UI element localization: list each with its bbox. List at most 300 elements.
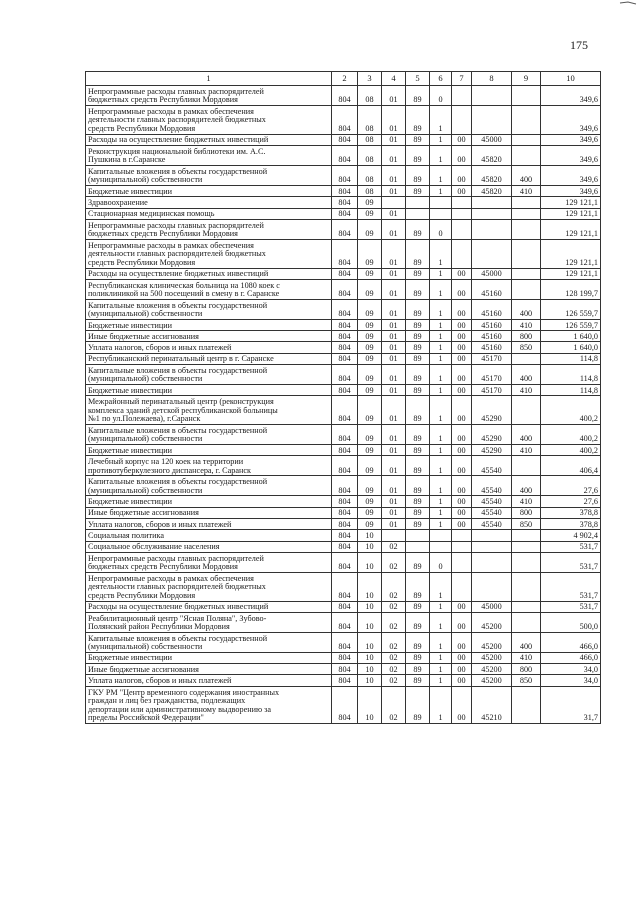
table-row	[86, 476, 601, 496]
code-subsection: 02	[382, 541, 406, 552]
row-name: Капитальные вложения в объекты государственной (муниципальной) собственности	[86, 632, 332, 652]
amount: 114,8	[541, 365, 601, 385]
code-item: 45290	[472, 425, 512, 445]
amount: 378,8	[541, 507, 601, 518]
table-row	[86, 365, 601, 385]
row-name: Межрайонный перинатальный центр (реконструкция комплекса зданий детской республиканской больницы №1 по ул.Полежаева), г.Саранск	[86, 396, 332, 425]
code-item: 45160	[472, 319, 512, 330]
table-row	[86, 208, 601, 219]
code-expense-type: 410	[512, 319, 541, 330]
code-subsection: 02	[382, 612, 406, 632]
code-expense-type: 850	[512, 342, 541, 353]
code-subprogram: 1	[430, 331, 452, 342]
table-row	[86, 396, 601, 425]
code-subsection: 01	[382, 507, 406, 518]
code-direction: 00	[452, 601, 472, 612]
code-expense-type: 850	[512, 518, 541, 529]
code-section: 10	[358, 552, 382, 572]
table-row	[86, 541, 601, 552]
code-direction: 00	[452, 456, 472, 476]
code-subprogram	[430, 208, 452, 219]
code-section: 10	[358, 686, 382, 723]
code-program: 89	[406, 496, 430, 507]
code-section: 09	[358, 456, 382, 476]
code-direction: 00	[452, 279, 472, 299]
table-row	[86, 185, 601, 196]
row-name: Непрограммные расходы в рамках обеспечения деятельности главных распорядителей бюджетных средств Республики Мордовия	[86, 239, 332, 268]
code-direction: 00	[452, 145, 472, 165]
row-name: Социальная политика	[86, 530, 332, 541]
code-item: 45540	[472, 476, 512, 496]
row-name: Непрограммные расходы главных распорядителей бюджетных средств Республики Мордовия	[86, 552, 332, 572]
code-expense-type: 800	[512, 664, 541, 675]
column-header: 7	[452, 72, 472, 86]
code-direction: 00	[452, 299, 472, 319]
code-item: 45200	[472, 632, 512, 652]
table-row	[86, 552, 601, 572]
code-direction: 00	[452, 165, 472, 185]
amount: 34,0	[541, 664, 601, 675]
row-name: Уплата налогов, сборов и иных платежей	[86, 342, 332, 353]
code-direction: 00	[452, 664, 472, 675]
row-name: Социальное обслуживание населения	[86, 541, 332, 552]
table-row	[86, 518, 601, 529]
row-name: Стационарная медицинская помощь	[86, 208, 332, 219]
code-direction: 00	[452, 385, 472, 396]
code-section: 09	[358, 219, 382, 239]
column-header: 6	[430, 72, 452, 86]
code-ministry: 804	[332, 601, 358, 612]
amount: 466,0	[541, 652, 601, 663]
code-subprogram	[430, 197, 452, 208]
code-expense-type: 410	[512, 496, 541, 507]
column-header: 8	[472, 72, 512, 86]
code-section: 09	[358, 279, 382, 299]
code-subprogram: 1	[430, 612, 452, 632]
code-subprogram: 1	[430, 496, 452, 507]
code-subsection: 01	[382, 106, 406, 135]
row-name: Капитальные вложения в объекты государственной (муниципальной) собственности	[86, 299, 332, 319]
code-expense-type: 410	[512, 445, 541, 456]
code-subprogram: 1	[430, 299, 452, 319]
code-direction: 00	[452, 686, 472, 723]
code-direction: 00	[452, 518, 472, 529]
code-subprogram: 1	[430, 396, 452, 425]
code-program: 89	[406, 572, 430, 601]
code-direction: 00	[452, 268, 472, 279]
amount: 129 121,1	[541, 239, 601, 268]
amount: 129 121,1	[541, 219, 601, 239]
column-header: 5	[406, 72, 430, 86]
code-direction: 00	[452, 396, 472, 425]
code-expense-type	[512, 268, 541, 279]
code-section: 09	[358, 425, 382, 445]
amount: 349,6	[541, 86, 601, 106]
amount: 349,6	[541, 145, 601, 165]
code-section: 08	[358, 145, 382, 165]
code-expense-type	[512, 541, 541, 552]
amount: 500,0	[541, 612, 601, 632]
code-item: 45160	[472, 342, 512, 353]
code-item: 45000	[472, 268, 512, 279]
code-subsection: 01	[382, 456, 406, 476]
code-subsection: 02	[382, 652, 406, 663]
code-item: 45160	[472, 331, 512, 342]
table-row	[86, 279, 601, 299]
code-item: 45200	[472, 664, 512, 675]
code-subsection: 01	[382, 496, 406, 507]
code-subprogram: 1	[430, 185, 452, 196]
code-expense-type: 800	[512, 331, 541, 342]
code-subsection: 02	[382, 675, 406, 686]
code-item: 45000	[472, 601, 512, 612]
code-item	[472, 197, 512, 208]
code-section: 10	[358, 675, 382, 686]
code-subprogram: 1	[430, 601, 452, 612]
code-section: 08	[358, 185, 382, 196]
code-section: 10	[358, 632, 382, 652]
code-item: 45170	[472, 385, 512, 396]
code-program: 89	[406, 134, 430, 145]
code-expense-type	[512, 456, 541, 476]
code-direction: 00	[452, 496, 472, 507]
code-program: 89	[406, 319, 430, 330]
code-expense-type: 410	[512, 185, 541, 196]
code-subsection: 01	[382, 208, 406, 219]
code-ministry: 804	[332, 342, 358, 353]
code-item: 45540	[472, 456, 512, 476]
table-row	[86, 507, 601, 518]
code-item: 45540	[472, 518, 512, 529]
code-ministry: 804	[332, 456, 358, 476]
code-direction: 00	[452, 331, 472, 342]
code-section: 10	[358, 530, 382, 541]
code-direction: 00	[452, 134, 472, 145]
code-program: 89	[406, 106, 430, 135]
code-subsection: 02	[382, 552, 406, 572]
code-ministry: 804	[332, 612, 358, 632]
code-item: 45170	[472, 365, 512, 385]
code-subprogram: 1	[430, 106, 452, 135]
table-row	[86, 530, 601, 541]
code-ministry: 804	[332, 331, 358, 342]
code-program: 89	[406, 353, 430, 364]
code-item: 45200	[472, 612, 512, 632]
code-subprogram: 1	[430, 507, 452, 518]
amount: 128 199,7	[541, 279, 601, 299]
code-program	[406, 197, 430, 208]
code-ministry: 804	[332, 365, 358, 385]
code-subprogram: 1	[430, 632, 452, 652]
table-row	[86, 652, 601, 663]
amount: 531,7	[541, 572, 601, 601]
code-program: 89	[406, 145, 430, 165]
code-direction: 00	[452, 612, 472, 632]
code-program: 89	[406, 299, 430, 319]
code-subsection: 01	[382, 425, 406, 445]
table-row	[86, 686, 601, 723]
table-row	[86, 456, 601, 476]
table-row	[86, 319, 601, 330]
code-direction	[452, 572, 472, 601]
code-program: 89	[406, 219, 430, 239]
code-program: 89	[406, 552, 430, 572]
code-item: 45290	[472, 396, 512, 425]
code-expense-type	[512, 86, 541, 106]
code-subprogram: 1	[430, 353, 452, 364]
code-program: 89	[406, 396, 430, 425]
code-ministry: 804	[332, 675, 358, 686]
code-subprogram: 1	[430, 476, 452, 496]
code-ministry: 804	[332, 652, 358, 663]
row-name: Капитальные вложения в объекты государственной (муниципальной) собственности	[86, 476, 332, 496]
table-row	[86, 445, 601, 456]
code-subsection: 01	[382, 134, 406, 145]
amount: 349,6	[541, 185, 601, 196]
table-row	[86, 145, 601, 165]
row-name: Бюджетные инвестиции	[86, 185, 332, 196]
code-section: 09	[358, 476, 382, 496]
code-subsection: 01	[382, 353, 406, 364]
code-program: 89	[406, 425, 430, 445]
code-subsection: 01	[382, 239, 406, 268]
code-program: 89	[406, 365, 430, 385]
code-program: 89	[406, 185, 430, 196]
code-ministry: 804	[332, 632, 358, 652]
code-subsection: 01	[382, 331, 406, 342]
code-subprogram: 1	[430, 268, 452, 279]
code-section: 09	[358, 239, 382, 268]
code-subsection: 01	[382, 385, 406, 396]
code-program: 89	[406, 507, 430, 518]
code-item	[472, 208, 512, 219]
code-subprogram: 1	[430, 425, 452, 445]
code-ministry: 804	[332, 268, 358, 279]
code-direction: 00	[452, 507, 472, 518]
code-ministry: 804	[332, 197, 358, 208]
row-name: Реконструкция национальной библиотеки им. А.С. Пушкина в г.Саранске	[86, 145, 332, 165]
code-section: 09	[358, 208, 382, 219]
code-expense-type	[512, 106, 541, 135]
code-subprogram: 1	[430, 675, 452, 686]
code-subprogram: 1	[430, 686, 452, 723]
code-expense-type	[512, 208, 541, 219]
code-section: 09	[358, 496, 382, 507]
code-ministry: 804	[332, 106, 358, 135]
table-row	[86, 496, 601, 507]
row-name: Иные бюджетные ассигнования	[86, 664, 332, 675]
code-subsection: 01	[382, 365, 406, 385]
code-ministry: 804	[332, 496, 358, 507]
row-name: Бюджетные инвестиции	[86, 652, 332, 663]
table-row	[86, 86, 601, 106]
code-direction: 00	[452, 445, 472, 456]
code-expense-type	[512, 686, 541, 723]
code-direction: 00	[452, 353, 472, 364]
code-item: 45820	[472, 185, 512, 196]
code-program	[406, 530, 430, 541]
code-item: 45540	[472, 507, 512, 518]
code-subsection: 02	[382, 601, 406, 612]
row-name: Капитальные вложения в объекты государственной (муниципальной) собственности	[86, 165, 332, 185]
table-row	[86, 197, 601, 208]
code-subprogram: 1	[430, 518, 452, 529]
code-section: 09	[358, 342, 382, 353]
code-section: 09	[358, 331, 382, 342]
row-name: Расходы на осуществление бюджетных инвестиций	[86, 268, 332, 279]
code-section: 10	[358, 601, 382, 612]
row-name: Расходы на осуществление бюджетных инвестиций	[86, 134, 332, 145]
row-name: Иные бюджетные ассигнования	[86, 507, 332, 518]
code-subprogram: 1	[430, 145, 452, 165]
row-name: ГКУ РМ "Центр временного содержания иностранных граждан и лиц без гражданства, подлежащих депортации или административному выдворению за пределы Российской Федерации"	[86, 686, 332, 723]
code-subprogram: 1	[430, 385, 452, 396]
code-ministry: 804	[332, 145, 358, 165]
amount: 31,7	[541, 686, 601, 723]
code-subprogram: 1	[430, 365, 452, 385]
amount: 400,2	[541, 425, 601, 445]
code-direction: 00	[452, 632, 472, 652]
code-program: 89	[406, 601, 430, 612]
amount: 126 559,7	[541, 299, 601, 319]
code-subsection: 01	[382, 319, 406, 330]
code-subsection: 01	[382, 342, 406, 353]
column-header: 10	[541, 72, 601, 86]
amount: 349,6	[541, 134, 601, 145]
code-item: 45200	[472, 652, 512, 663]
code-program: 89	[406, 239, 430, 268]
code-subprogram: 0	[430, 86, 452, 106]
code-program: 89	[406, 342, 430, 353]
code-expense-type	[512, 219, 541, 239]
code-subsection: 01	[382, 299, 406, 319]
code-subsection: 01	[382, 185, 406, 196]
row-name: Иные бюджетные ассигнования	[86, 331, 332, 342]
code-subsection: 01	[382, 165, 406, 185]
code-subprogram: 1	[430, 134, 452, 145]
code-expense-type	[512, 612, 541, 632]
code-subprogram	[430, 530, 452, 541]
code-program: 89	[406, 86, 430, 106]
code-section: 09	[358, 445, 382, 456]
code-direction: 00	[452, 319, 472, 330]
code-subsection: 01	[382, 268, 406, 279]
code-program: 89	[406, 385, 430, 396]
code-section: 08	[358, 165, 382, 185]
code-subprogram: 1	[430, 456, 452, 476]
code-ministry: 804	[332, 552, 358, 572]
row-name: Капитальные вложения в объекты государственной (муниципальной) собственности	[86, 425, 332, 445]
code-direction: 00	[452, 476, 472, 496]
code-ministry: 804	[332, 445, 358, 456]
code-ministry: 804	[332, 86, 358, 106]
code-expense-type: 400	[512, 632, 541, 652]
code-subsection: 01	[382, 476, 406, 496]
amount: 466,0	[541, 632, 601, 652]
code-program: 89	[406, 686, 430, 723]
code-ministry: 804	[332, 686, 358, 723]
row-name: Расходы на осуществление бюджетных инвестиций	[86, 601, 332, 612]
row-name: Реабилитационный центр "Ясная Поляна", Зубово- Полянский район Республики Мордовия	[86, 612, 332, 632]
code-expense-type	[512, 552, 541, 572]
corner-scan-mark	[600, 0, 640, 6]
code-direction	[452, 208, 472, 219]
code-subprogram: 0	[430, 219, 452, 239]
code-item: 45160	[472, 279, 512, 299]
code-subprogram: 1	[430, 279, 452, 299]
code-program: 89	[406, 279, 430, 299]
code-subsection: 02	[382, 664, 406, 675]
code-subsection: 01	[382, 219, 406, 239]
code-direction: 00	[452, 425, 472, 445]
code-subprogram: 1	[430, 652, 452, 663]
code-direction: 00	[452, 675, 472, 686]
amount: 114,8	[541, 353, 601, 364]
code-item: 45000	[472, 134, 512, 145]
code-section: 10	[358, 541, 382, 552]
code-subprogram: 1	[430, 664, 452, 675]
code-expense-type: 800	[512, 507, 541, 518]
code-subprogram: 1	[430, 239, 452, 268]
code-ministry: 804	[332, 219, 358, 239]
code-item: 45290	[472, 445, 512, 456]
amount: 27,6	[541, 476, 601, 496]
code-subsection: 02	[382, 632, 406, 652]
code-ministry: 804	[332, 507, 358, 518]
code-subsection: 01	[382, 518, 406, 529]
code-program: 89	[406, 518, 430, 529]
table-row	[86, 353, 601, 364]
code-item	[472, 541, 512, 552]
code-subsection: 01	[382, 396, 406, 425]
amount: 531,7	[541, 541, 601, 552]
table-row	[86, 385, 601, 396]
code-subsection	[382, 197, 406, 208]
row-name: Непрограммные расходы в рамках обеспечения деятельности главных распорядителей бюджетных средств Республики Мордовия	[86, 572, 332, 601]
code-direction: 00	[452, 365, 472, 385]
table-row	[86, 612, 601, 632]
code-ministry: 804	[332, 165, 358, 185]
amount: 1 640,0	[541, 331, 601, 342]
code-item	[472, 219, 512, 239]
code-direction	[452, 219, 472, 239]
table-row	[86, 299, 601, 319]
code-subsection: 02	[382, 686, 406, 723]
code-subsection: 01	[382, 86, 406, 106]
amount: 27,6	[541, 496, 601, 507]
code-section: 09	[358, 507, 382, 518]
table-row	[86, 165, 601, 185]
code-ministry: 804	[332, 279, 358, 299]
code-program: 89	[406, 675, 430, 686]
code-section: 09	[358, 319, 382, 330]
code-section: 09	[358, 396, 382, 425]
code-subprogram: 0	[430, 552, 452, 572]
table-row	[86, 219, 601, 239]
code-item: 45160	[472, 299, 512, 319]
code-expense-type	[512, 530, 541, 541]
code-ministry: 804	[332, 385, 358, 396]
code-section: 09	[358, 365, 382, 385]
code-ministry: 804	[332, 541, 358, 552]
code-section: 09	[358, 268, 382, 279]
code-expense-type: 410	[512, 652, 541, 663]
amount: 1 640,0	[541, 342, 601, 353]
row-name: Республиканская клиническая больница на 1080 коек с поликлиникой на 500 посещений в смену в г. Саранске	[86, 279, 332, 299]
table-row	[86, 239, 601, 268]
code-direction	[452, 197, 472, 208]
code-item: 45820	[472, 145, 512, 165]
